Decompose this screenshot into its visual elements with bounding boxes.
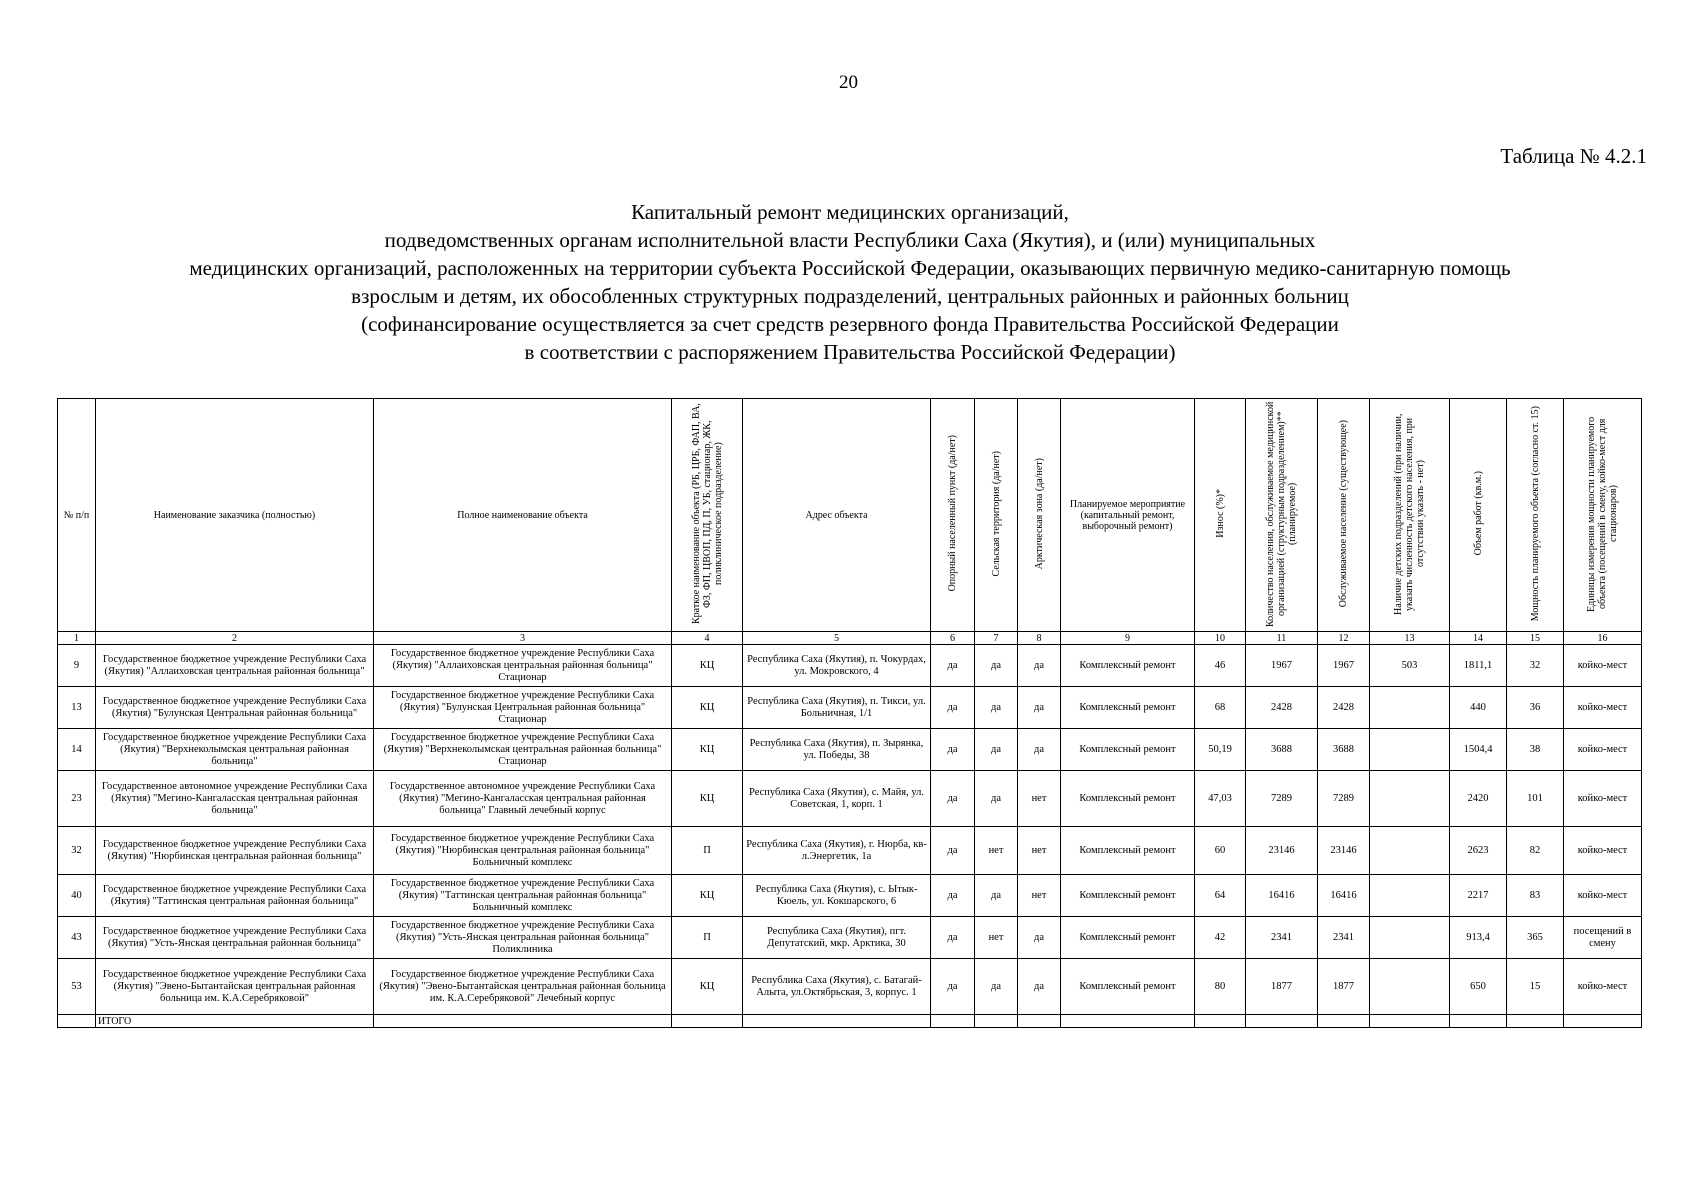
table-cell: 1967 [1246,645,1318,687]
table-cell: койко-мест [1564,771,1642,827]
total-row [58,1015,1642,1028]
table-cell: Республика Саха (Якутия), пгт. Депутатский, мкр. Арктика, 30 [743,917,931,959]
header-text: Арктическая зона (да/нет) [1033,457,1045,570]
header-cell-reference-point [931,399,975,632]
column-number: 16 [1564,632,1642,645]
column-number: 2 [96,632,374,645]
header-text: Количество населения, обслуживаемое медицинской организацией (структурным подразделением)** (планируемое) [1265,400,1298,627]
table-cell: нет [975,917,1018,959]
table-cell: да [1018,729,1061,771]
title-line: в соответствии с распоряжением Правительства Российской Федерации) [524,340,1176,364]
header-cell-population-existing [1318,399,1370,632]
table-cell: 913,4 [1450,917,1507,959]
table-cell: Республика Саха (Якутия), п. Чокурдах, ул. Мокровского, 4 [743,645,931,687]
document-title [60,198,1640,366]
table-cell: 42 [1195,917,1246,959]
column-number: 13 [1370,632,1450,645]
table-cell: Республика Саха (Якутия), с. Майя, ул. Советская, 1, корп. 1 [743,771,931,827]
table-cell: КЦ [672,875,743,917]
table-cell: 68 [1195,687,1246,729]
header-text: Износ (%)* [1214,489,1226,538]
table-cell: 47,03 [1195,771,1246,827]
table-cell: 1877 [1246,959,1318,1015]
table-cell: П [672,917,743,959]
table-cell: 2623 [1450,827,1507,875]
table-cell: Государственное бюджетное учреждение Республики Саха (Якутия) "Усть-Янская центральная районная больница" [96,917,374,959]
table-cell: 650 [1450,959,1507,1015]
column-number: 8 [1018,632,1061,645]
header-cell-population-planned [1246,399,1318,632]
table-cell: КЦ [672,959,743,1015]
table-cell: Государственное бюджетное учреждение Республики Саха (Якутия) "Таттинская центральная районная больница" [96,875,374,917]
table-cell: 503 [1370,645,1450,687]
table-cell: Государственное бюджетное учреждение Республики Саха (Якутия) "Нюрбинская центральная районная больница" [96,827,374,875]
table-cell: 2420 [1450,771,1507,827]
header-cell-volume [1450,399,1507,632]
table-cell: 50,19 [1195,729,1246,771]
header-text: Наличие детских подразделений (при наличии, указать численность детского населения, при отсутствии указать - нет) [1393,412,1426,615]
table-row [58,959,1642,1015]
page-number: 20 [839,72,858,93]
table-cell: 2217 [1450,875,1507,917]
table-cell [1370,917,1450,959]
table-cell: 1877 [1318,959,1370,1015]
column-number: 14 [1450,632,1507,645]
table-cell: КЦ [672,771,743,827]
table-cell: да [975,645,1018,687]
header-text: Краткое наименование объекта (РБ, ЦРБ, ФАП, ВА, ФЗ, ФП, ЦВОП, ПД, П, УБ, стационар, ЖК, поликлиническое подразделение) [690,403,724,624]
table-caption: Таблица № 4.2.1 [1500,144,1647,168]
table-cell: нет [975,827,1018,875]
table-cell: Государственное автономное учреждение Республики Саха (Якутия) "Мегино-Кангаласская центральная районная больница" Главный лечебный корпус [374,771,672,827]
table-cell: Государственное бюджетное учреждение Республики Саха (Якутия) "Аллаиховская центральная районная больница" [96,645,374,687]
total-cell [1018,1015,1061,1028]
total-cell [1564,1015,1642,1028]
table-cell: 23 [58,771,96,827]
table-row [58,729,1642,771]
total-cell [1061,1015,1195,1028]
table-row [58,917,1642,959]
table-cell [1370,729,1450,771]
table-cell: да [931,687,975,729]
table-cell: Государственное бюджетное учреждение Республики Саха (Якутия) "Верхнеколымская центральная районная больница" Стационар [374,729,672,771]
table-cell: 46 [1195,645,1246,687]
table-cell: да [931,959,975,1015]
column-number: 7 [975,632,1018,645]
total-cell [58,1015,96,1028]
header-cell-units [1564,399,1642,632]
capital-repair-table [57,398,1642,1028]
table-cell: Государственное бюджетное учреждение Республики Саха (Якутия) "Таттинская центральная районная больница" Больничный комплекс [374,875,672,917]
table-cell: да [931,645,975,687]
table-cell: нет [1018,875,1061,917]
header-cell-object-name: Полное наименование объекта [374,399,672,632]
total-cell [743,1015,931,1028]
table-cell: Государственное бюджетное учреждение Республики Саха (Якутия) "Булунская Центральная районная больница" Стационар [374,687,672,729]
column-number: 3 [374,632,672,645]
table-cell [1370,771,1450,827]
table-cell: да [931,875,975,917]
table-cell: Республика Саха (Якутия), п. Зырянка, ул. Победы, 38 [743,729,931,771]
title-line: подведомственных органам исполнительной власти Республики Саха (Якутия), и (или) муниципальных [384,228,1316,252]
table-cell: 40 [58,875,96,917]
table-cell [1370,687,1450,729]
table-cell: Государственное бюджетное учреждение Республики Саха (Якутия) "Нюрбинская центральная районная больница" Больничный комплекс [374,827,672,875]
table-cell: да [975,729,1018,771]
table-cell: 9 [58,645,96,687]
table-cell: 1504,4 [1450,729,1507,771]
table-cell: 43 [58,917,96,959]
header-cell-short-name [672,399,743,632]
column-number: 5 [743,632,931,645]
column-number: 9 [1061,632,1195,645]
table-cell: 7289 [1318,771,1370,827]
table-cell: да [1018,687,1061,729]
table-cell: Комплексный ремонт [1061,827,1195,875]
table-cell: 2341 [1318,917,1370,959]
table-cell: посещений в смену [1564,917,1642,959]
table-cell: 83 [1507,875,1564,917]
table-cell [1370,875,1450,917]
table-cell: 101 [1507,771,1564,827]
table-cell: 15 [1507,959,1564,1015]
header-cell-num: № п/п [58,399,96,632]
table-cell: Государственное бюджетное учреждение Республики Саха (Якутия) "Эвено-Бытантайская центральная районная больница им. К.А.Серебряковой" Лечебный корпус [374,959,672,1015]
table-cell: Республика Саха (Якутия), с. Ытык-Кюель, ул. Кокшарского, 6 [743,875,931,917]
table-cell: Государственное бюджетное учреждение Республики Саха (Якутия) "Эвено-Бытантайская центральная районная больница им. К.А.Серебряковой" [96,959,374,1015]
total-cell [1507,1015,1564,1028]
header-text: Единицы измерения мощности планируемого объекта (посещений в смену, койко-мест для стационаров) [1586,415,1619,612]
table-header-row [58,399,1642,632]
table-cell: нет [1018,771,1061,827]
table-cell: Государственное бюджетное учреждение Республики Саха (Якутия) "Верхнеколымская центральная районная больница" [96,729,374,771]
total-cell [1450,1015,1507,1028]
table-cell: койко-мест [1564,959,1642,1015]
total-cell [672,1015,743,1028]
table-cell: КЦ [672,729,743,771]
table-cell: да [1018,645,1061,687]
title-line: взрослым и детям, их обособленных структурных подразделений, центральных районных и районных больниц [351,284,1349,308]
header-cell-address: Адрес объекта [743,399,931,632]
table-cell: 3688 [1318,729,1370,771]
column-number: 4 [672,632,743,645]
table-row [58,645,1642,687]
table-cell: Комплексный ремонт [1061,875,1195,917]
table-cell: 32 [58,827,96,875]
header-text: Объем работ (кв.м.) [1472,471,1484,556]
table-cell: 440 [1450,687,1507,729]
header-cell-wear [1195,399,1246,632]
table-cell: 64 [1195,875,1246,917]
total-cell [1370,1015,1450,1028]
table-cell: Государственное бюджетное учреждение Республики Саха (Якутия) "Аллаиховская центральная районная больница" Стационар [374,645,672,687]
table-cell: койко-мест [1564,729,1642,771]
table-cell: 16416 [1246,875,1318,917]
table-row [58,875,1642,917]
column-number: 10 [1195,632,1246,645]
total-cell [931,1015,975,1028]
title-line: (софинансирование осуществляется за счет средств резервного фонда Правительства Российской Федерации [361,312,1339,336]
table-cell: 2428 [1246,687,1318,729]
table-cell: Комплексный ремонт [1061,959,1195,1015]
table-cell: Комплексный ремонт [1061,771,1195,827]
column-number-row [58,632,1642,645]
table-cell: да [931,729,975,771]
table-cell: 23146 [1318,827,1370,875]
total-cell [1318,1015,1370,1028]
header-text: Опорный населенный пункт (да/нет) [947,435,958,592]
table-cell: Республика Саха (Якутия), п. Тикси, ул. Больничная, 1/1 [743,687,931,729]
column-number: 15 [1507,632,1564,645]
table-cell: Государственное автономное учреждение Республики Саха (Якутия) "Мегино-Кангаласская центральная районная больница" [96,771,374,827]
table-cell: койко-мест [1564,875,1642,917]
table-cell: Республика Саха (Якутия), с. Батагай-Алыта, ул.Октябрьская, 3, корпус. 1 [743,959,931,1015]
total-cell [1246,1015,1318,1028]
table-cell: койко-мест [1564,827,1642,875]
header-cell-planned-event: Планируемое мероприятие (капитальный ремонт, выборочный ремонт) [1061,399,1195,632]
table-cell: 36 [1507,687,1564,729]
header-cell-capacity [1507,399,1564,632]
column-number: 1 [58,632,96,645]
table-cell: да [931,771,975,827]
table-cell: да [1018,959,1061,1015]
table-cell: 53 [58,959,96,1015]
column-number: 6 [931,632,975,645]
table-cell: 60 [1195,827,1246,875]
table-cell: 1811,1 [1450,645,1507,687]
total-cell [374,1015,672,1028]
title-line: Капитальный ремонт медицинских организаций, [631,200,1069,224]
table-cell: 32 [1507,645,1564,687]
table-cell: 13 [58,687,96,729]
table-cell: Государственное бюджетное учреждение Республики Саха (Якутия) "Булунская Центральная районная больница" [96,687,374,729]
table-cell: 1967 [1318,645,1370,687]
table-cell: да [931,827,975,875]
table-row [58,687,1642,729]
header-text: Обслуживаемое население (существующее) [1338,419,1349,608]
table-cell: койко-мест [1564,645,1642,687]
table-cell: 16416 [1318,875,1370,917]
total-cell [1195,1015,1246,1028]
table-cell [1370,827,1450,875]
table-row [58,827,1642,875]
table-cell: 14 [58,729,96,771]
table-cell [1370,959,1450,1015]
table-cell: П [672,827,743,875]
column-number: 12 [1318,632,1370,645]
table-cell: Республика Саха (Якутия), г. Нюрба, кв-л.Энергетик, 1а [743,827,931,875]
table-cell: Комплексный ремонт [1061,687,1195,729]
header-cell-rural [975,399,1018,632]
table-cell: да [975,771,1018,827]
table-row [58,771,1642,827]
table-cell: Комплексный ремонт [1061,729,1195,771]
column-number: 11 [1246,632,1318,645]
table-cell: 365 [1507,917,1564,959]
total-cell [975,1015,1018,1028]
table-cell: КЦ [672,687,743,729]
total-label: ИТОГО [96,1015,374,1028]
table-cell: 80 [1195,959,1246,1015]
table-cell: 3688 [1246,729,1318,771]
table-cell: Государственное бюджетное учреждение Республики Саха (Якутия) "Усть-Янская центральная районная больница" Поликлиника [374,917,672,959]
table-cell: койко-мест [1564,687,1642,729]
table-cell: 23146 [1246,827,1318,875]
table-cell: 2341 [1246,917,1318,959]
table-cell: да [975,875,1018,917]
table-cell: 82 [1507,827,1564,875]
table-cell: КЦ [672,645,743,687]
header-text: Мощность планируемого объекта (согласно ст. 15) [1529,405,1541,622]
title-line: медицинских организаций, расположенных на территории субъекта Российской Федерации, оказывающих первичную медико-санитарную помощь [189,256,1511,280]
table-cell: Комплексный ремонт [1061,645,1195,687]
table-cell: да [975,959,1018,1015]
table-cell: 2428 [1318,687,1370,729]
table-cell: да [1018,917,1061,959]
table-cell: да [975,687,1018,729]
table-cell: 38 [1507,729,1564,771]
header-cell-customer: Наименование заказчика (полностью) [96,399,374,632]
table-cell: Комплексный ремонт [1061,917,1195,959]
table-cell: нет [1018,827,1061,875]
table-cell: да [931,917,975,959]
header-text: Сельская территория (да/нет) [990,450,1002,577]
table-cell: 7289 [1246,771,1318,827]
header-cell-children [1370,399,1450,632]
header-cell-arctic [1018,399,1061,632]
